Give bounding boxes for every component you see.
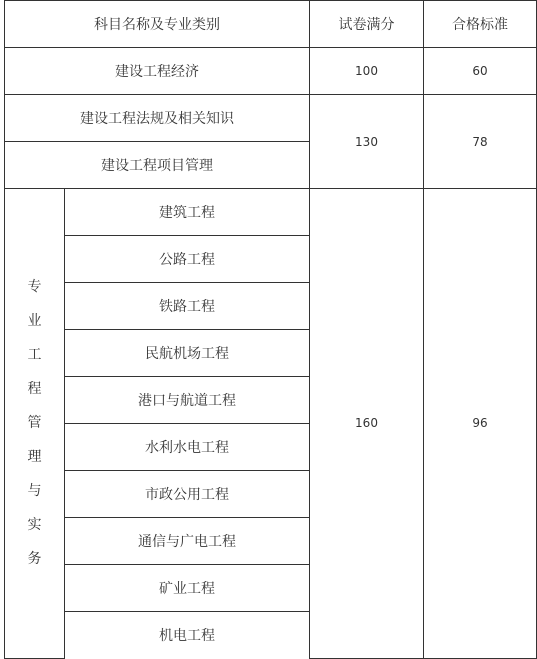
category-char: 专 (27, 279, 42, 296)
category-char: 管 (27, 415, 42, 432)
full-score-cell: 100 (310, 48, 424, 95)
specialty-cell: 矿业工程 (65, 565, 310, 612)
category-char: 程 (27, 381, 42, 398)
category-char: 实 (27, 517, 42, 534)
header-subject: 科目名称及专业类别 (5, 1, 310, 48)
specialty-cell: 建筑工程 (65, 189, 310, 236)
specialty-cell: 机电工程 (65, 612, 310, 659)
category-char: 业 (27, 313, 42, 330)
table-row (5, 189, 537, 236)
specialty-cell: 公路工程 (65, 236, 310, 283)
table-row (5, 95, 537, 142)
specialty-cell: 市政公用工程 (65, 471, 310, 518)
subject-cell: 建设工程项目管理 (5, 142, 310, 189)
pass-score-cell: 60 (424, 48, 537, 95)
specialty-cell: 民航机场工程 (65, 330, 310, 377)
category-char: 理 (27, 449, 42, 466)
table-row (5, 48, 537, 95)
exam-score-table (4, 0, 537, 659)
specialty-cell: 铁路工程 (65, 283, 310, 330)
header-row (5, 1, 537, 48)
practice-category-label (5, 189, 65, 659)
header-full-score: 试卷满分 (310, 1, 424, 48)
category-char: 与 (27, 483, 42, 500)
category-char: 务 (27, 551, 42, 568)
specialty-cell: 通信与广电工程 (65, 518, 310, 565)
subject-cell: 建设工程经济 (5, 48, 310, 95)
pass-score-cell: 78 (424, 95, 537, 189)
full-score-cell: 130 (310, 95, 424, 189)
category-char: 工 (27, 347, 42, 364)
full-score-cell: 160 (310, 189, 424, 659)
header-pass-score: 合格标准 (424, 1, 537, 48)
subject-cell: 建设工程法规及相关知识 (5, 95, 310, 142)
specialty-cell: 港口与航道工程 (65, 377, 310, 424)
specialty-cell: 水利水电工程 (65, 424, 310, 471)
pass-score-cell: 96 (424, 189, 537, 659)
